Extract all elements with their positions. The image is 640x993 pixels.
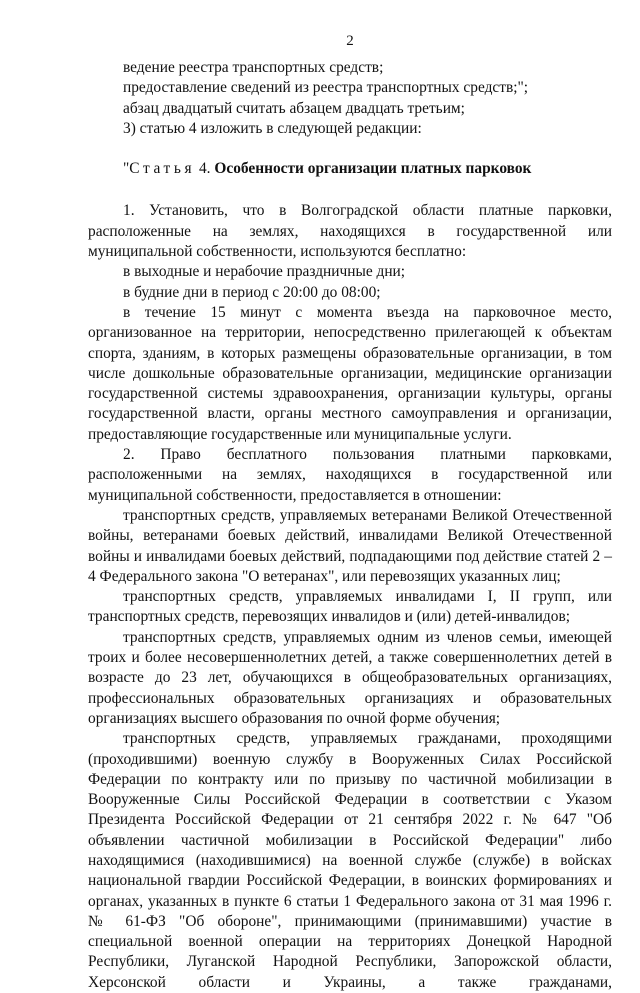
paragraph: транспортных средств, управляемых одним из членов семьи, имеющей троих и более несовершеннолетних детей, а также совершеннолетних детей в возрасте до 23 лет, обучающихся в общеобразовательных организациях, профессиональных образовательных организациях и образовательных организациях высшего образования по очной форме обучения;	[88, 628, 612, 727]
paragraph: в течение 15 минут с момента въезда на парковочное место, организованное на территории, непосредственно прилегающей к объектам спорта, зданиям, в которых размещены образовательные организации, в том числе дошкольные образовательные организации, медицинские организации государственной системы здравоохранения, организации культуры, органы государственной власти, органы местного самоуправления и организации, предоставляющие государственные или муниципальные услуги.	[88, 303, 612, 443]
paragraph: в выходные и нерабочие праздничные дни;	[123, 263, 406, 281]
paragraph: 3) статью 4 изложить в следующей редакции:	[123, 119, 422, 137]
paragraph: 2. Право бесплатного пользования платными парковками, расположенными на землях, находящихся в государственной или муниципальной собственности, предоставляется в отношении:	[88, 446, 612, 504]
heading-title: Особенности организации платных парковок	[214, 160, 532, 178]
page-number: 2	[346, 33, 354, 49]
article-heading	[88, 159, 612, 179]
heading-number: 4.	[195, 160, 215, 178]
paragraph: 1. Установить, что в Волгоградской области платные парковки, расположенные на землях, находящихся в государственной или муниципальной собственности, используются бесплатно:	[88, 202, 612, 261]
paragraph: транспортных средств, управляемых инвалидами I, II групп, или транспортных средств, перевозящих инвалидов и (или) детей-инвалидов;	[88, 588, 612, 626]
paragraph: транспортных средств, управляемых ветеранами Великой Отечественной войны, ветеранами боевых действий, инвалидами Великой Отечественной войны и инвалидами боевых действий, подпадающими под действие статей 2 – 4 Федерального закона "О ветеранах", или перевозящих указанных лиц;	[88, 506, 612, 585]
paragraph: в будние дни в период с 20:00 до 08:00;	[123, 283, 381, 301]
paragraph: абзац двадцатый считать абзацем двадцать третьим;	[123, 99, 465, 117]
paragraph: предоставление сведений из реестра транспортных средств;";	[123, 79, 529, 97]
document-body	[88, 58, 612, 993]
paragraph: транспортных средств, управляемых гражданами, проходящими (проходившими) военную службу в Вооруженных Силах Российской Федерации по контракту или по призыву по частичной мобилизации в Вооруженные Силы Российской Федерации в соответствии с Указом Президента Российской Федерации от 21 сентября 2022 г. № 647 "Об объявлении частичной мобилизации в Российской Федерации" либо находящимися (находившимися) на военной службе (службе) в войсках национальной гвардии Российской Федерации, в воинских формированиях и органах, указанных в пункте 6 статьи 1 Федерального закона от 31 мая 1996 г. № 61-ФЗ "Об обороне", принимающими (принимавшими) участие в специальной военной операции на территориях Донецкой Народной Республики, Луганской Народной Республики, Запорожской области, Херсонской области и Украины, а также гражданами,	[88, 730, 612, 991]
heading-quote: "	[123, 160, 130, 178]
paragraph: ведение реестра транспортных средств;	[123, 59, 384, 76]
heading-word: Статья	[129, 160, 196, 178]
